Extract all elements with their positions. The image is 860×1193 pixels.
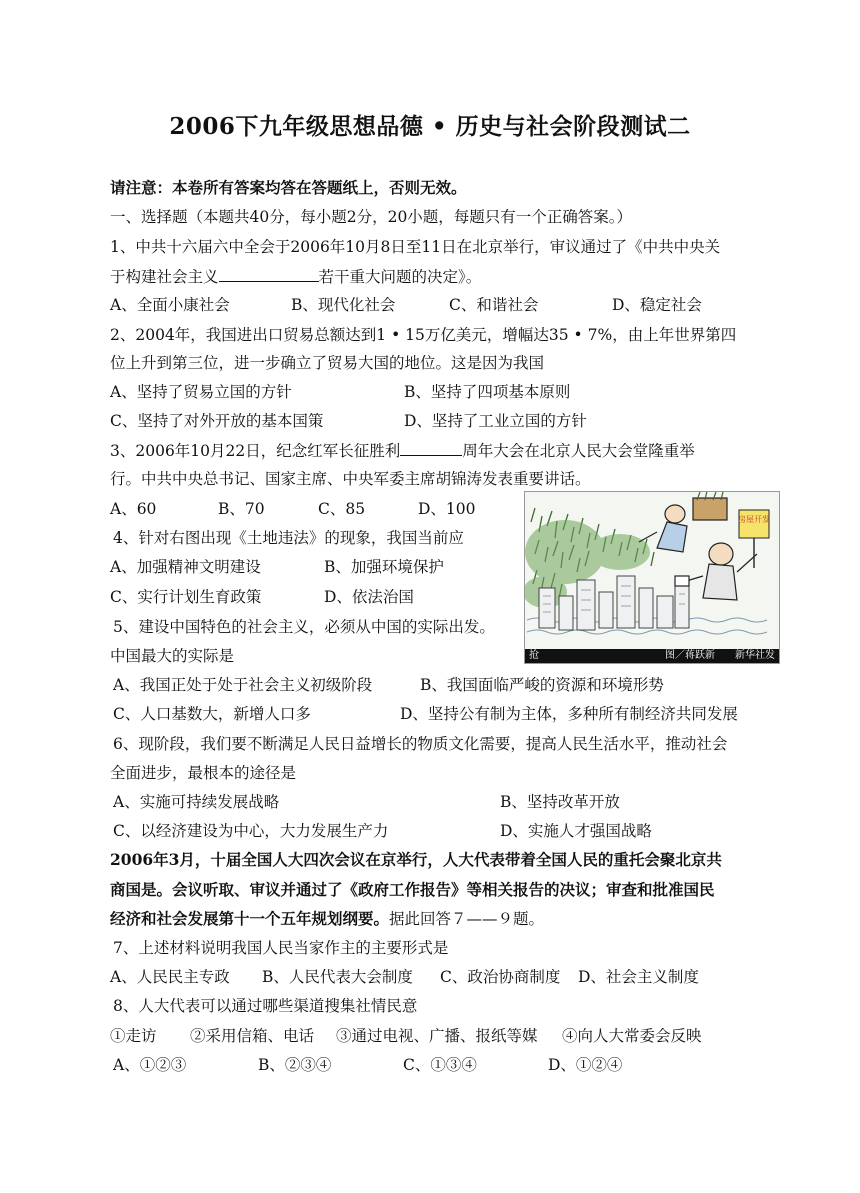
question-4-line-1: 4、针对右图出现《土地违法》的现象，我国当前应 [113, 529, 464, 547]
q5-option-d: D、坚持公有制为主体，多种所有制经济共同发展 [400, 705, 738, 723]
material-line-1: 2006年3月，十届全国人大四次会议在京举行，人大代表带着全国人民的重托会聚北京共 [110, 850, 722, 869]
q2-option-c: C、坚持了对外开放的基本国策 [110, 412, 324, 430]
q6-option-a: A、实施可持续发展战略 [113, 793, 280, 811]
question-3-line-2: 行。中共中央总书记、国家主席、中央军委主席胡锦涛发表重要讲话。 [110, 470, 591, 488]
question-7-line-1: 7、上述材料说明我国人民当家作主的主要形式是 [113, 939, 449, 957]
question-1-line-2 [110, 266, 481, 287]
cartoon-credit: 图／蒋跃新 新华社发 [665, 650, 775, 661]
q4-option-d: D、依法治国 [324, 588, 414, 606]
q8-item-3: ③通过电视、广播、报纸等媒 [336, 1027, 538, 1045]
q5-option-a: A、我国正处于处于社会主义初级阶段 [113, 676, 373, 694]
q3-option-a: A、60 [110, 500, 157, 518]
q6-option-d: D、实施人才强国战略 [500, 822, 652, 840]
q1-option-a: A、全面小康社会 [110, 296, 230, 314]
q7-option-a: A、人民民主专政 [110, 968, 230, 986]
answer-blank [400, 440, 462, 456]
q6-option-c: C、以经济建设为中心，大力发展生产力 [113, 822, 389, 840]
q1-option-b: B、现代化社会 [291, 296, 396, 314]
q4-option-c: C、实行计划生育政策 [110, 588, 262, 606]
q8-item-1: ①走访 [110, 1027, 157, 1045]
q5-option-c: C、人口基数大，新增人口多 [113, 705, 311, 723]
cartoon-drawing [525, 492, 779, 649]
q8-item-4: ④向人大常委会反映 [562, 1027, 702, 1045]
question-1-text-a: 于构建社会主义 [110, 268, 219, 286]
q2-option-b: B、坚持了四项基本原则 [404, 383, 571, 401]
question-2-line-2: 位上升到第三位，进一步确立了贸易大国的地位。这是因为我国 [110, 354, 545, 372]
material-text: 经济和社会发展第十一个五年规划纲要。 [110, 909, 390, 928]
section-heading: 一、选择题（本题共40分，每小题2分，20小题，每题只有一个正确答案。） [110, 208, 633, 226]
q3-option-b: B、70 [218, 500, 265, 518]
q8-option-d: D、①②④ [548, 1056, 623, 1074]
q8-option-b: B、②③④ [258, 1056, 332, 1074]
q8-option-c: C、①③④ [403, 1056, 477, 1074]
material-line-2: 商国是。会议听取、审议并通过了《政府工作报告》等相关报告的决议；审查和批准国民 [110, 880, 715, 899]
question-1-text-b: 若干重大问题的决定》。 [318, 268, 482, 286]
q4-option-b: B、加强环境保护 [324, 558, 444, 576]
material-line-3 [110, 909, 544, 929]
notice-text: 请注意：本卷所有答案均答在答题纸上，否则无效。 [110, 178, 467, 197]
q2-option-d: D、坚持了工业立国的方针 [404, 412, 587, 430]
q5-option-b: B、我国面临严峻的资源和环境形势 [420, 676, 664, 694]
answer-blank [219, 266, 319, 282]
q2-option-a: A、坚持了贸易立国的方针 [110, 383, 292, 401]
page-title: 2006下九年级思想品德 • 历史与社会阶段测试二 [169, 113, 691, 140]
question-6-line-1: 6、现阶段，我们要不断满足人民日益增长的物质文化需要，提高人民生活水平，推动社会 [113, 735, 728, 753]
q7-option-b: B、人民代表大会制度 [262, 968, 413, 986]
cartoon-sign-text: 房屋开发 [738, 515, 770, 524]
question-6-line-2: 全面进步，最根本的途径是 [110, 764, 297, 782]
question-2-line-1: 2、2004年，我国进出口贸易总额达到1 • 15万亿美元，增幅达35 • 7%，由上年世界第四 [110, 326, 737, 344]
cartoon-caption [525, 649, 779, 663]
question-8-line-1: 8、人大代表可以通过哪些渠道搜集社情民意 [113, 997, 418, 1015]
question-3-line-1 [110, 440, 695, 461]
question-3-text-a: 3、2006年10月22日，纪念红军长征胜利 [110, 442, 401, 460]
q4-option-a: A、加强精神文明建设 [110, 558, 261, 576]
q8-option-a: A、①②③ [113, 1056, 187, 1074]
q1-option-c: C、和谐社会 [449, 296, 539, 314]
q1-option-d: D、稳定社会 [612, 296, 702, 314]
material-instruction: 据此回答７——９题。 [389, 910, 545, 928]
question-1-line-1: 1、中共十六届六中全会于2006年10月8日至11日在北京举行，审议通过了《中共中央关 [110, 238, 721, 256]
q6-option-b: B、坚持改革开放 [500, 793, 620, 811]
q8-item-2: ②采用信箱、电话 [190, 1027, 315, 1045]
q7-option-c: C、政治协商制度 [440, 968, 561, 986]
land-violation-cartoon [524, 491, 780, 664]
question-5-line-1: 5、建设中国特色的社会主义，必须从中国的实际出发。 [113, 618, 495, 636]
cartoon-title: 抢 [529, 650, 539, 661]
q3-option-d: D、100 [418, 500, 476, 518]
q7-option-d: D、社会主义制度 [578, 968, 699, 986]
q3-option-c: C、85 [318, 500, 366, 518]
question-5-line-2: 中国最大的实际是 [110, 647, 235, 665]
question-3-text-b: 周年大会在北京人民大会堂隆重举 [462, 442, 695, 460]
